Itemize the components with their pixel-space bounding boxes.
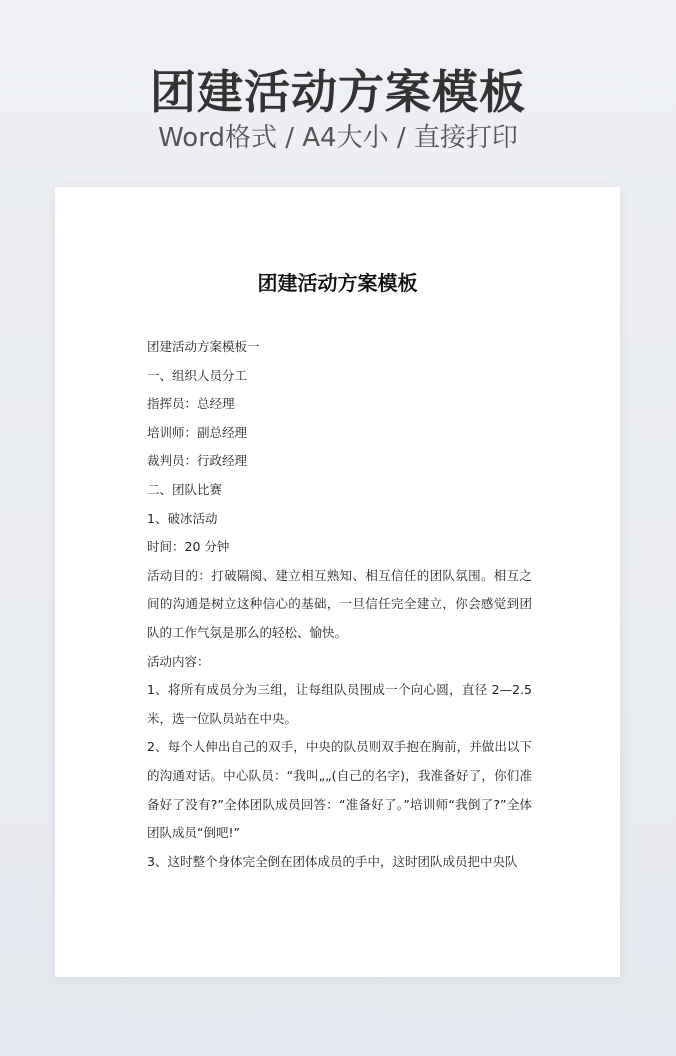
header-subtitle: Word格式 / A4大小 / 直接打印 [158, 123, 518, 153]
doc-line-section-staffing: 一、组织人员分工 [147, 367, 248, 383]
doc-paragraph-purpose: 活动目的：打破隔阂、建立相互熟知、相互信任的团队氛围。相互之间的沟通是树立这种信心的基础，一旦信任完全建立，你会感觉到团队的工作气氛是那么的轻松、愉快。 [147, 567, 532, 640]
doc-paragraph-step-3: 3、这时整个身体完全倒在团体成员的手中，这时团队成员把中央队 [147, 853, 518, 869]
document-body [147, 333, 532, 876]
doc-line-commander: 指挥员：总经理 [147, 396, 235, 412]
doc-paragraph-step-1: 1、将所有成员分为三组，让每组队员围成一个向心圆，直径 2—2.5 米，选一位队员站在中央。 [147, 682, 532, 726]
document-title: 团建活动方案模板 [257, 271, 418, 295]
doc-line-trainer: 培训师：副总经理 [147, 424, 248, 440]
header-title: 团建活动方案模板 [150, 65, 526, 119]
doc-line-referee: 裁判员：行政经理 [147, 453, 248, 469]
doc-line-section-competition: 二、团队比赛 [147, 481, 223, 497]
doc-paragraph-step-2: 2、每个人伸出自己的双手，中央的队员则双手抱在胸前，并做出以下的沟通对话。中心队员：“我叫„„(自己的名字)，我准备好了，你们准备好了没有?”全体团队成员回答：“准备好了。”培训师“我倒了?”全体团队成员“倒吧!” [147, 739, 532, 841]
document-page [55, 187, 620, 977]
doc-line-duration: 时间：20 分钟 [147, 539, 230, 555]
doc-line-icebreaker: 1、破冰活动 [147, 510, 218, 526]
doc-paragraph-content-label: 活动内容： [147, 653, 210, 669]
doc-line-template-heading: 团建活动方案模板一 [147, 339, 260, 354]
